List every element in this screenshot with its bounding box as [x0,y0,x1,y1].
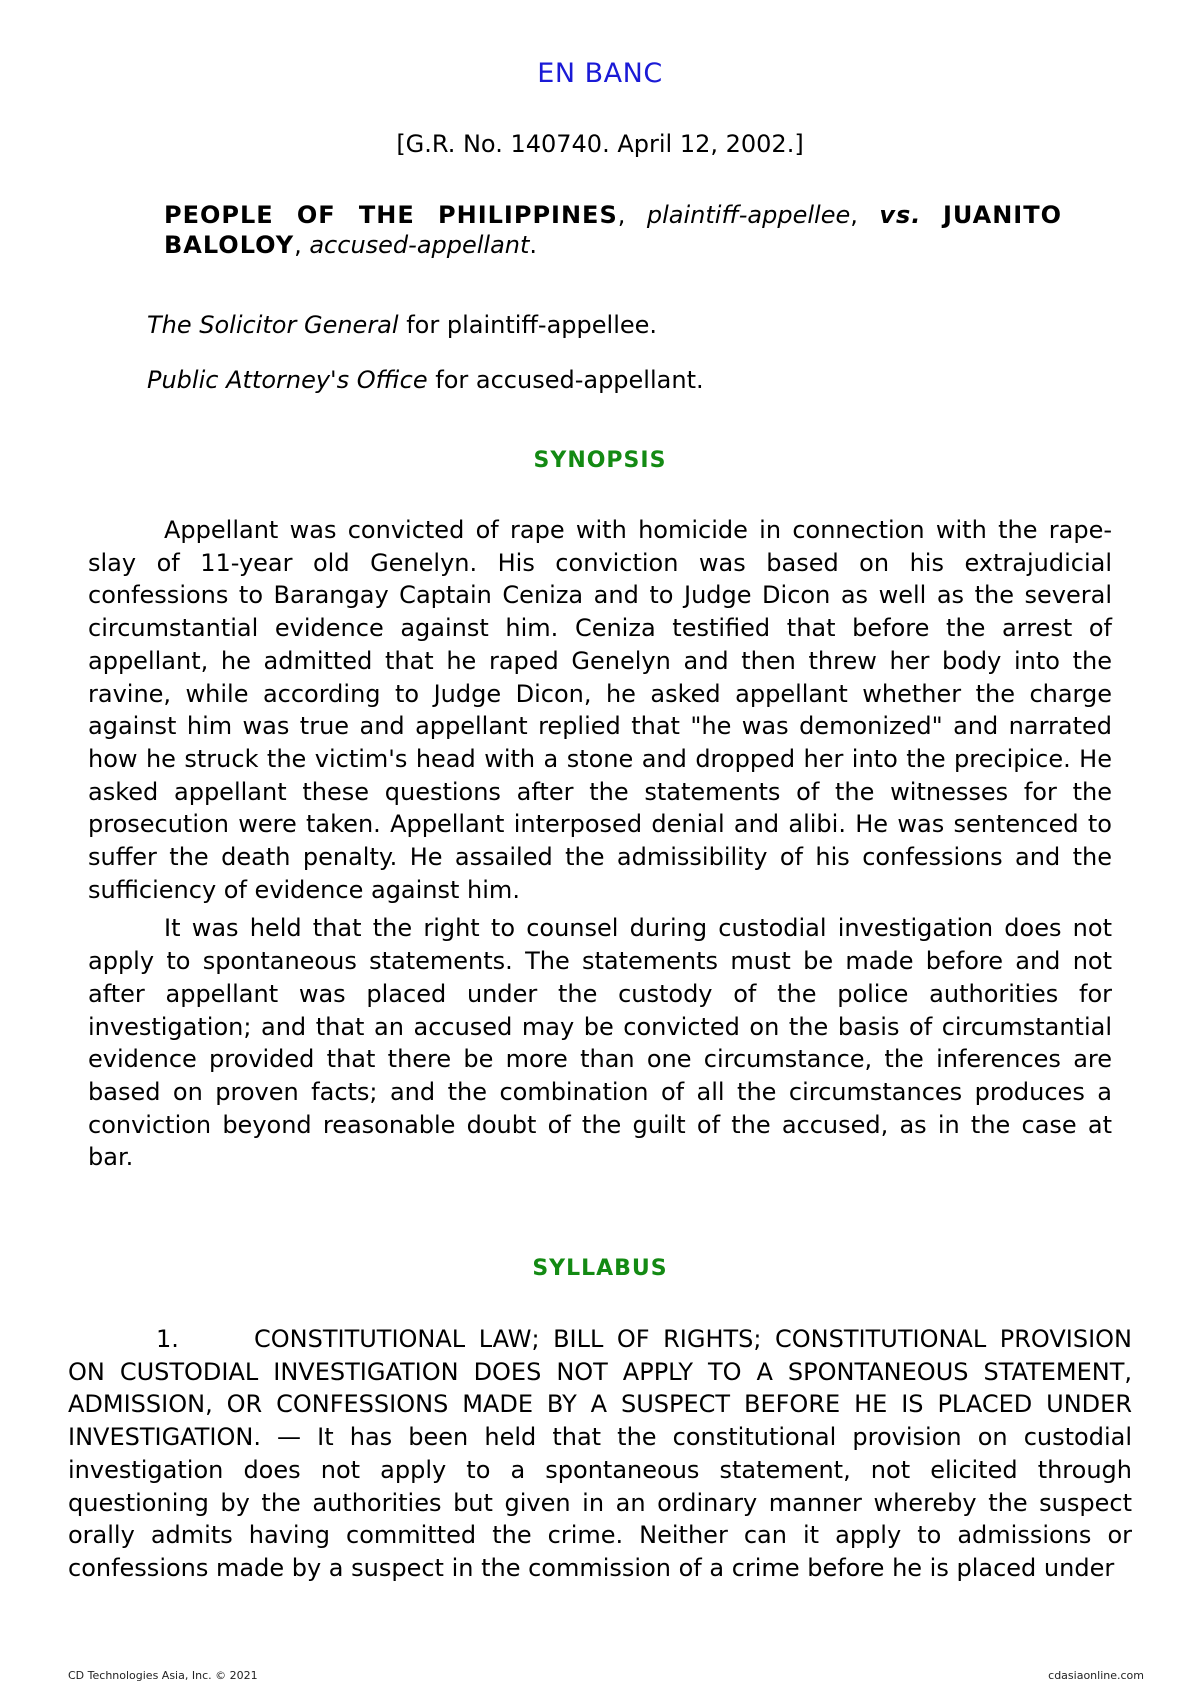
plaintiff-role: plaintiff-appellee [646,201,851,229]
syllabus-heading: SYLLABUS [532,1256,668,1281]
case-number: [G.R. No. 140740. April 12, 2002.] [396,130,804,158]
counsel-name: Public Attorney's Office [147,366,428,394]
counsel-accused [147,366,704,394]
plaintiff-name: PEOPLE OF THE PHILIPPINES [164,201,618,229]
accused-role: accused-appellant [309,231,530,259]
synopsis-heading: SYNOPSIS [533,448,667,473]
synopsis-paragraph: Appellant was convicted of rape with homicide in connection with the rape-slay of 11-year old Genelyn. His conviction was based on his extrajudicial confessions to Barangay Captain Ceniza and to Judge Dicon as well as the several circumstantial evidence against him. Ceniza testified that before the arrest of appellant, he admitted that he raped Genelyn and then threw her body into the ravine, while according to Judge Dicon, he asked appellant whether the charge against him was true and appellant replied that "he was demonized" and narrated how he struck the victim's head with a stone and dropped her into the precipice. He asked appellant these questions after the statements of the witnesses for the prosecution were taken. Appellant interposed denial and alibi. He was sentenced to suffer the death penalty. He assailed the admissibility of his confessions and the sufficiency of evidence against him. [88,516,1112,904]
counsel-for: for plaintiff-appellee. [406,311,658,339]
syllabus-item-text: CONSTITUTIONAL LAW; BILL OF RIGHTS; CONSTITUTIONAL PROVISION ON CUSTODIAL INVESTIGATION DOES NOT APPLY TO A SPONTANEOUS STATEMENT, ADMISSION, OR CONFESSIONS MADE BY A SUSPECT BEFORE HE IS PLACED UNDER INVESTIGATION. — It has been held that the constitutional provision on custodial investigation does not apply to a spontaneous statement, not elicited through questioning by the authorities but given in an ordinary manner whereby the suspect orally admits having committed the crime. Neither can it apply to admissions or confessions made by a suspect in the commission of a crime before he is placed under [68,1325,1132,1582]
court-division: EN BANC [537,58,663,89]
synopsis-body [88,514,1112,1180]
versus-label: vs. [879,201,922,229]
counsel-name: The Solicitor General [147,311,399,339]
syllabus-item-number: 1. [156,1325,179,1353]
case-parties: PEOPLE OF THE PHILIPPINES, plaintiff-appellee, vs. JUANITO BALOLOY, accused-appellant. [164,201,1062,259]
footer-website: cdasiaonline.com [1048,1669,1144,1682]
syllabus-body [68,1323,1132,1585]
synopsis-paragraph: It was held that the right to counsel during custodial investigation does not apply to spontaneous statements. The statements must be made before and not after appellant was placed under the custody of the police authorities for investigation; and that an accused may be convicted on the basis of circumstantial evidence provided that there be more than one circumstance, the inferences are based on proven facts; and the combination of all the circumstances produces a conviction beyond reasonable doubt of the guilt of the accused, as in the case at bar. [88,914,1112,1172]
syllabus-item [68,1323,1132,1585]
footer-copyright: CD Technologies Asia, Inc. © 2021 [68,1669,258,1682]
counsel-plaintiff [147,311,657,339]
accused-name: JUANITO BALOLOY [164,201,1062,259]
counsel-for: for accused-appellant. [435,366,704,394]
